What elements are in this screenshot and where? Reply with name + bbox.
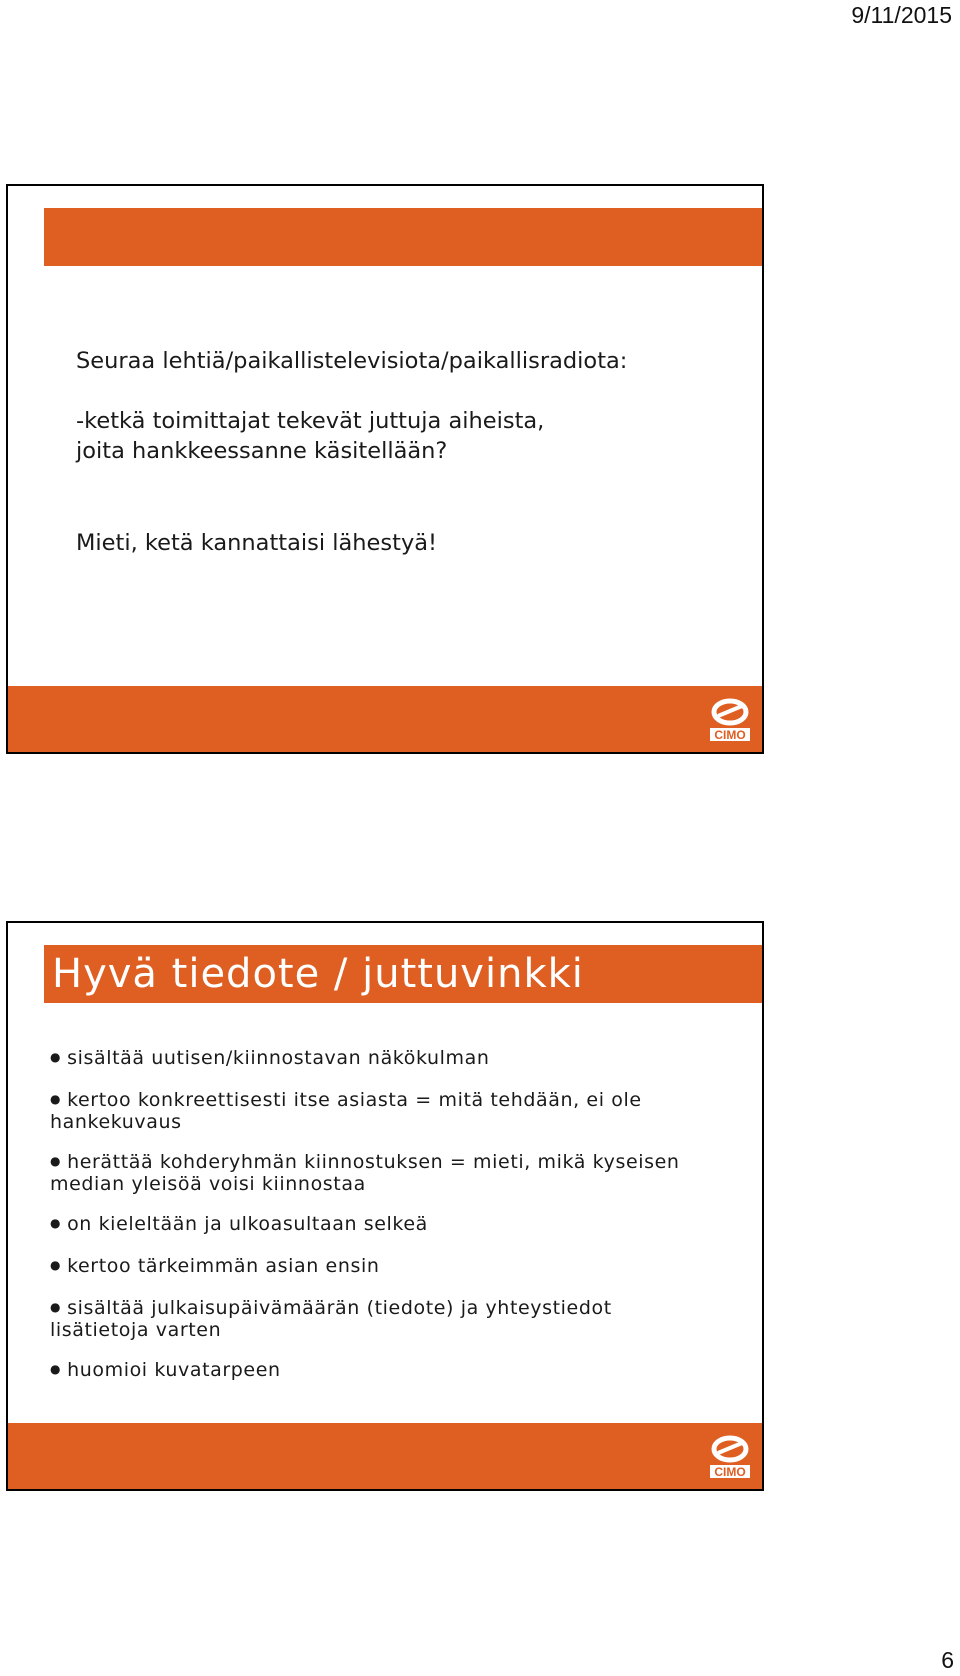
svg-text:CIMO: CIMO bbox=[714, 1465, 746, 1479]
slide-2-title: Hyvä tiedote / juttuvinkki bbox=[52, 951, 584, 997]
slide-1 bbox=[6, 184, 764, 754]
slide-2-bullet-list bbox=[50, 1048, 750, 1402]
slide-1-title-bar bbox=[44, 208, 764, 266]
bullet-item: ● sisältää julkaisupäivämäärän (tiedote) ja yhteystiedot lisätietoja varten bbox=[50, 1297, 612, 1341]
slide-1-footer bbox=[8, 686, 762, 752]
slide-1-line: -ketkä toimittajat tekevät juttuja aiheista, bbox=[76, 408, 545, 434]
bullet-icon: ● bbox=[50, 1362, 62, 1376]
bullet-item: ● herättää kohderyhmän kiinnostuksen = mieti, mikä kyseisen median yleisöä voisi kiinnostaa bbox=[50, 1151, 680, 1195]
slide-2-footer bbox=[8, 1423, 762, 1489]
slide-1-line: Seuraa lehtiä/paikallistelevisiota/paikallisradiota: bbox=[76, 348, 628, 374]
bullet-icon: ● bbox=[50, 1216, 62, 1230]
cimo-logo bbox=[708, 1431, 752, 1481]
page-date: 9/11/2015 bbox=[851, 2, 952, 28]
bullet-item: ● kertoo konkreettisesti itse asiasta = mitä tehdään, ei ole hankekuvaus bbox=[50, 1089, 642, 1133]
bullet-icon: ● bbox=[50, 1258, 62, 1272]
bullet-icon: ● bbox=[50, 1050, 62, 1064]
bullet-item: ● sisältää uutisen/kiinnostavan näkökulman bbox=[50, 1047, 490, 1069]
bullet-item: ● on kieleltään ja ulkoasultaan selkeä bbox=[50, 1213, 428, 1235]
bullet-item: ● huomioi kuvatarpeen bbox=[50, 1359, 281, 1381]
bullet-icon: ● bbox=[50, 1092, 62, 1106]
page-number: 6 bbox=[941, 1647, 954, 1673]
slide-2-title-bar bbox=[44, 945, 764, 1003]
slide-2 bbox=[6, 921, 764, 1491]
slide-1-line: joita hankkeessanne käsitellään? bbox=[76, 438, 448, 464]
cimo-logo bbox=[708, 694, 752, 744]
bullet-icon: ● bbox=[50, 1154, 62, 1168]
slide-1-line: Mieti, ketä kannattaisi lähestyä! bbox=[76, 530, 438, 556]
slide-1-body bbox=[76, 346, 736, 558]
bullet-item: ● kertoo tärkeimmän asian ensin bbox=[50, 1255, 380, 1277]
bullet-icon: ● bbox=[50, 1300, 62, 1314]
svg-text:CIMO: CIMO bbox=[714, 728, 746, 742]
